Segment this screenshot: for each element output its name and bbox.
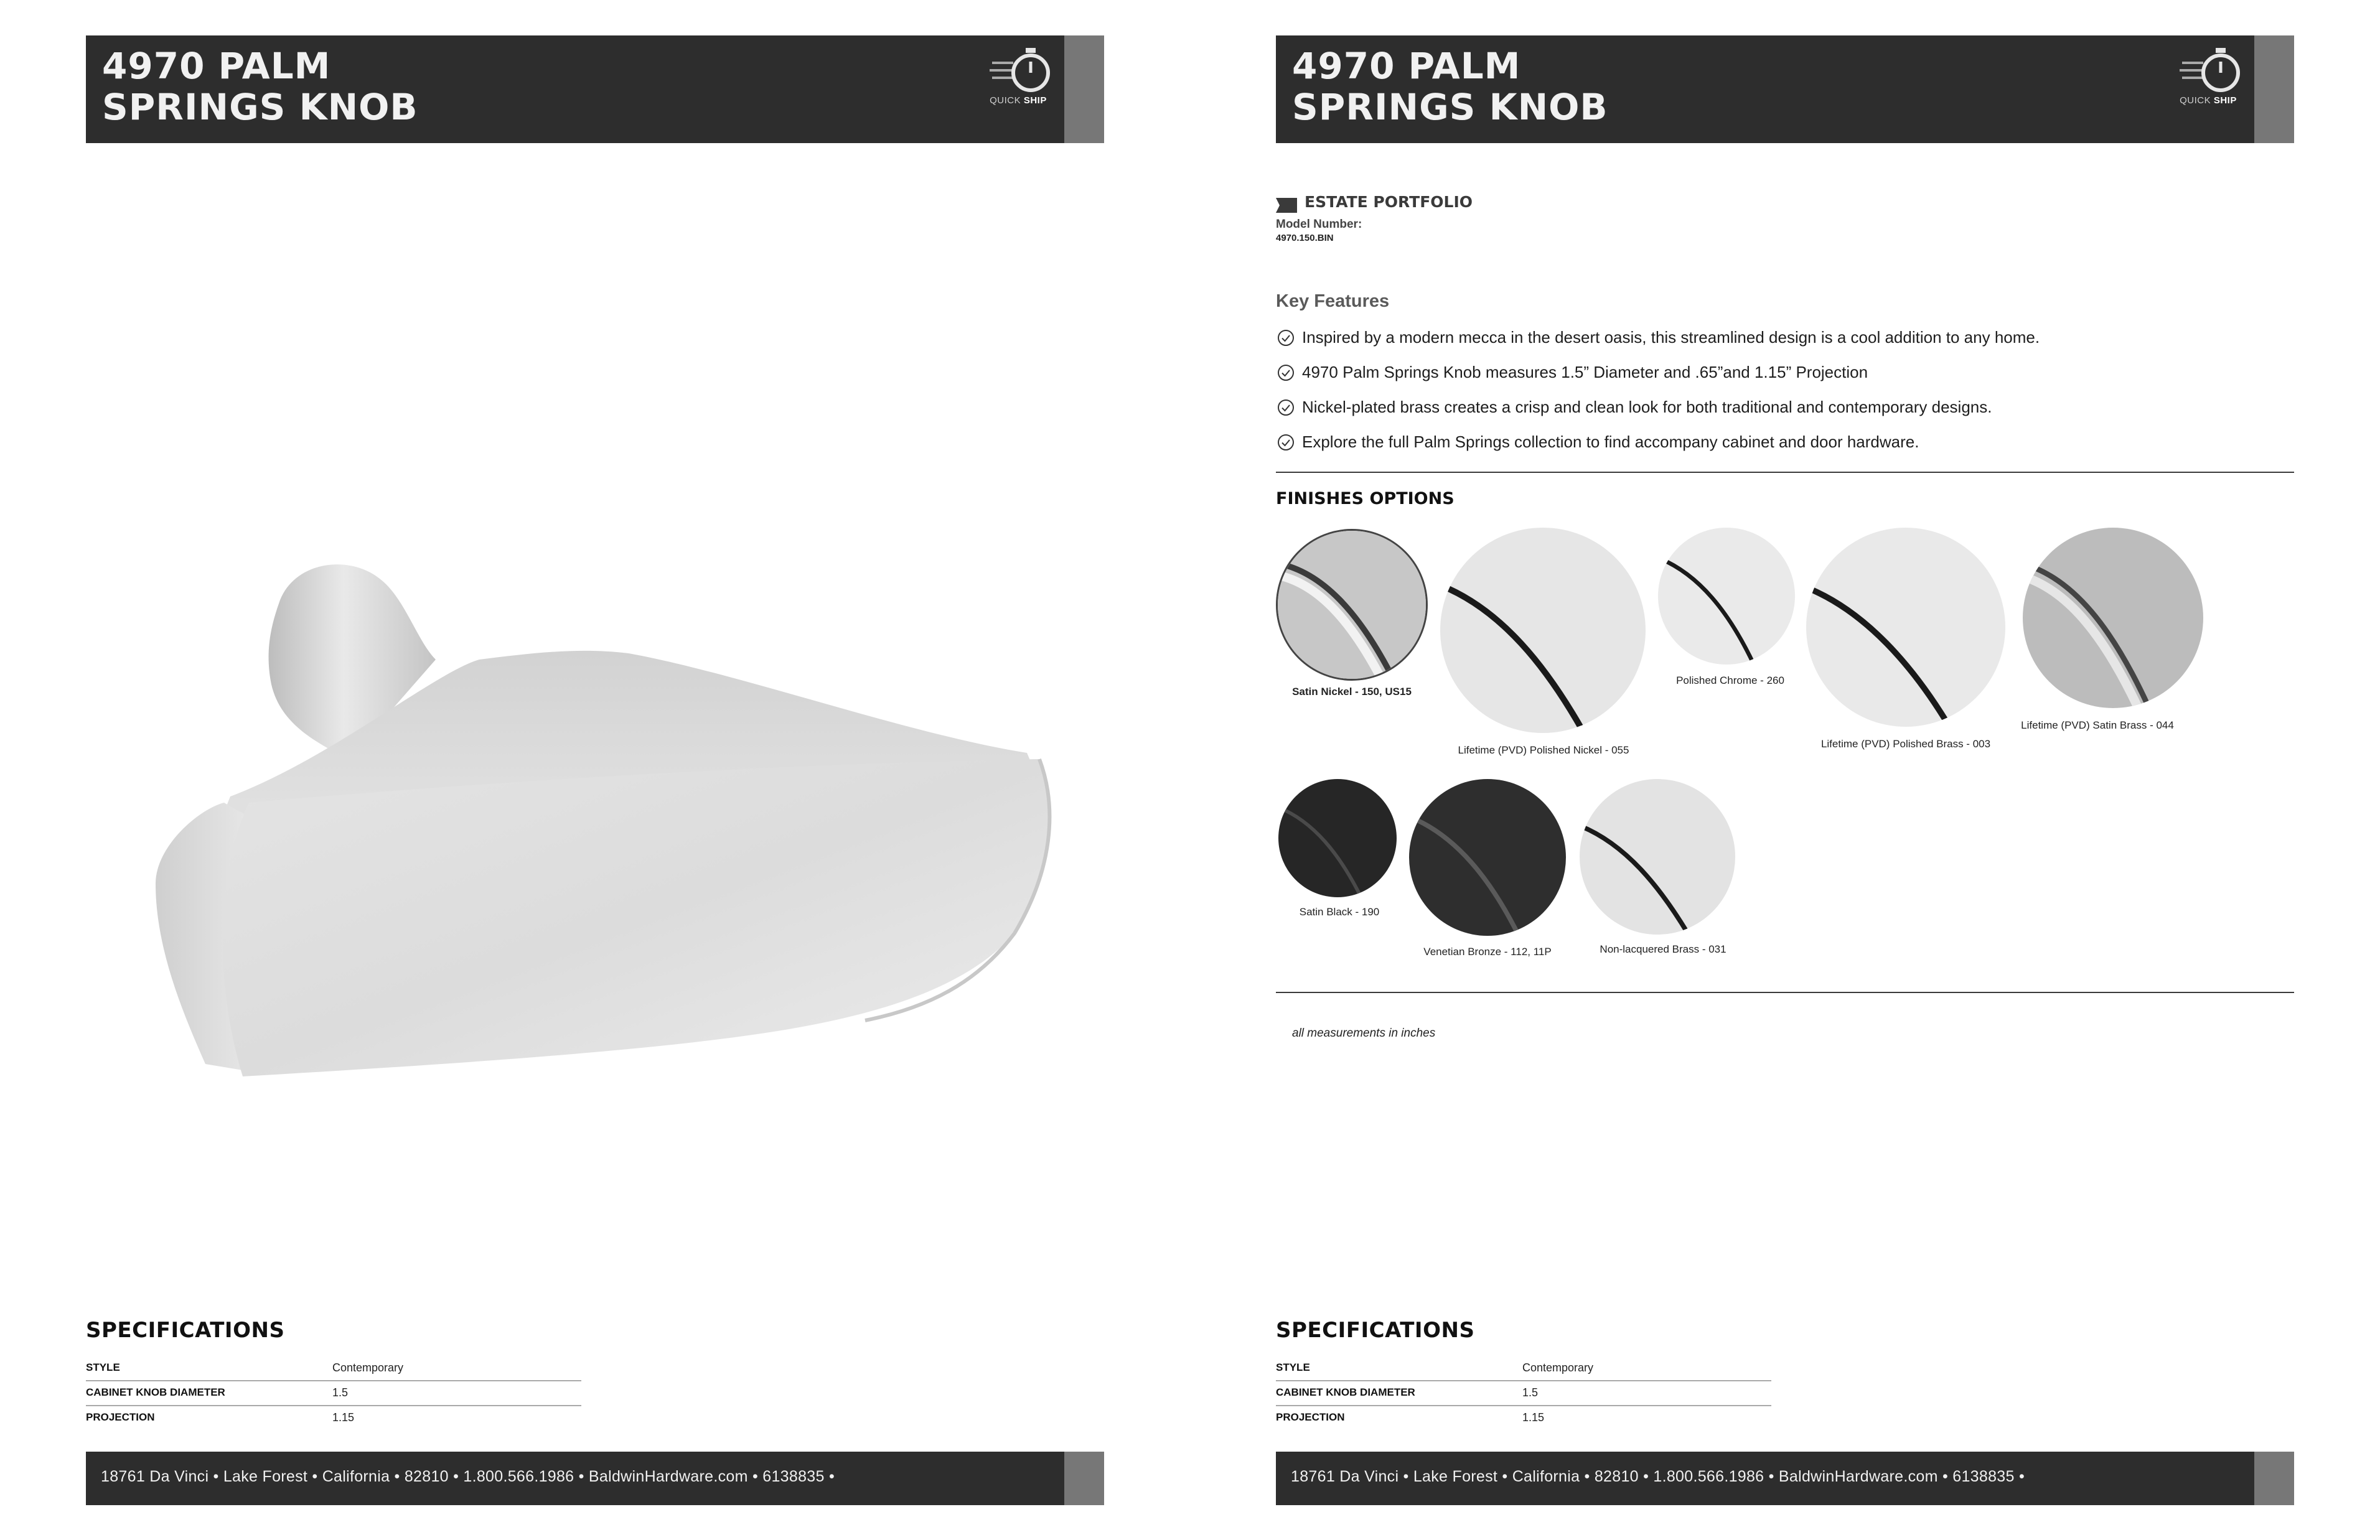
spec-key: CABINET KNOB DIAMETER	[1276, 1386, 1415, 1398]
measurement-note: all measurements in inches	[1292, 1027, 1436, 1040]
spec-row-style	[1276, 1356, 1771, 1381]
check-circle-icon	[1277, 329, 1295, 347]
feature-item	[1276, 431, 2294, 465]
quick-ship-label: QUICK SHIP	[990, 95, 1047, 106]
section-divider	[1276, 992, 2294, 993]
spec-row-projection	[86, 1406, 581, 1430]
check-circle-icon	[1277, 364, 1295, 381]
swatch-satin-brass[interactable]	[2023, 528, 2203, 708]
page-footer	[86, 1452, 1104, 1505]
specifications-table	[86, 1356, 581, 1430]
feature-text: 4970 Palm Springs Knob measures 1.5” Diameter and .65”and 1.15” Projection	[1302, 363, 1868, 381]
spec-key: STYLE	[86, 1361, 120, 1373]
feature-text: Explore the full Palm Springs collection to find accompany cabinet and door hardware.	[1302, 432, 1919, 451]
footer-address: 18761 Da Vinci • Lake Forest • California • 82810 • 1.800.566.1986 • BaldwinHardware.com • 6138835 •	[101, 1468, 835, 1485]
check-circle-icon	[1277, 399, 1295, 416]
footer-accent	[1064, 1452, 1104, 1505]
header-accent	[1064, 35, 1104, 143]
key-features-list	[1276, 326, 2294, 465]
finishes-title: FINISHES OPTIONS	[1276, 489, 1455, 508]
spec-value: 1.15	[1522, 1411, 1545, 1424]
finish-label: Venetian Bronze - 112, 11P	[1423, 946, 1552, 958]
finish-label: Satin Nickel - 150, US15	[1292, 686, 1412, 698]
feature-text: Nickel-plated brass creates a crisp and clean look for both traditional and contemporary designs.	[1302, 398, 1992, 416]
swatch-polished-brass[interactable]	[1806, 528, 2005, 727]
spec-value: 1.15	[332, 1411, 355, 1424]
finish-label: Satin Black - 190	[1299, 906, 1380, 918]
quick-ship-label: QUICK SHIP	[2180, 95, 2237, 106]
finish-label: Polished Chrome - 260	[1676, 674, 1784, 686]
feature-text: Inspired by a modern mecca in the desert oasis, this streamlined design is a cool addition to any home.	[1302, 328, 2040, 347]
spec-row-diameter	[86, 1381, 581, 1406]
stopwatch-icon	[2178, 44, 2247, 100]
key-features-title: Key Features	[1276, 291, 1390, 311]
model-number-label: Model Number:	[1276, 218, 1362, 231]
title-line-2: SPRINGS KNOB	[102, 86, 418, 128]
feature-item	[1276, 361, 2294, 396]
page-footer	[1276, 1452, 2294, 1505]
spec-key: STYLE	[1276, 1361, 1310, 1373]
footer-address: 18761 Da Vinci • Lake Forest • California • 82810 • 1.800.566.1986 • BaldwinHardware.com • 6138835 •	[1291, 1468, 2025, 1485]
swatch-polished-chrome[interactable]	[1658, 528, 1795, 665]
spec-value: 1.5	[1522, 1386, 1539, 1399]
portfolio-name: ESTATE PORTFOLIO	[1305, 193, 1473, 211]
swatch-satin-nickel[interactable]	[1276, 529, 1428, 681]
finish-label: Non-lacquered Brass - 031	[1600, 943, 1726, 955]
page-header	[86, 35, 1104, 143]
finish-label: Lifetime (PVD) Polished Brass - 003	[1820, 738, 1991, 750]
spec-row-style	[86, 1356, 581, 1381]
swatch-non-lacquered-brass[interactable]	[1580, 779, 1735, 935]
feature-item	[1276, 396, 2294, 431]
spec-value: Contemporary	[1522, 1361, 1594, 1374]
spec-key: PROJECTION	[86, 1411, 155, 1423]
spec-row-projection	[1276, 1406, 1771, 1430]
right-page	[1190, 0, 2380, 1540]
product-image	[143, 535, 1058, 1095]
specifications-title: SPECIFICATIONS	[1276, 1318, 1475, 1343]
swatch-venetian-bronze[interactable]	[1409, 779, 1566, 936]
stopwatch-icon	[988, 44, 1057, 100]
specifications-table	[1276, 1356, 1771, 1430]
finish-label: Lifetime (PVD) Polished Nickel - 055	[1458, 744, 1629, 756]
spec-key: CABINET KNOB DIAMETER	[86, 1386, 225, 1398]
title-line-2: SPRINGS KNOB	[1292, 86, 1608, 128]
check-circle-icon	[1277, 434, 1295, 451]
swatch-satin-black[interactable]	[1278, 779, 1397, 897]
swatch-polished-nickel[interactable]	[1440, 528, 1646, 733]
spec-row-diameter	[1276, 1381, 1771, 1406]
finish-label: Lifetime (PVD) Satin Brass - 044	[2021, 719, 2174, 731]
page-header	[1276, 35, 2294, 143]
spec-value: 1.5	[332, 1386, 349, 1399]
product-title	[102, 45, 418, 128]
specifications-title: SPECIFICATIONS	[86, 1318, 285, 1343]
footer-accent	[2254, 1452, 2294, 1505]
header-accent	[2254, 35, 2294, 143]
flag-icon	[1276, 198, 1297, 213]
title-line-1: 4970 PALM	[1292, 45, 1521, 87]
spec-value: Contemporary	[332, 1361, 404, 1374]
spec-key: PROJECTION	[1276, 1411, 1345, 1423]
section-divider	[1276, 472, 2294, 473]
model-number-value: 4970.150.BIN	[1276, 233, 1334, 243]
title-line-1: 4970 PALM	[102, 45, 331, 87]
product-title	[1292, 45, 1608, 128]
feature-item	[1276, 326, 2294, 361]
